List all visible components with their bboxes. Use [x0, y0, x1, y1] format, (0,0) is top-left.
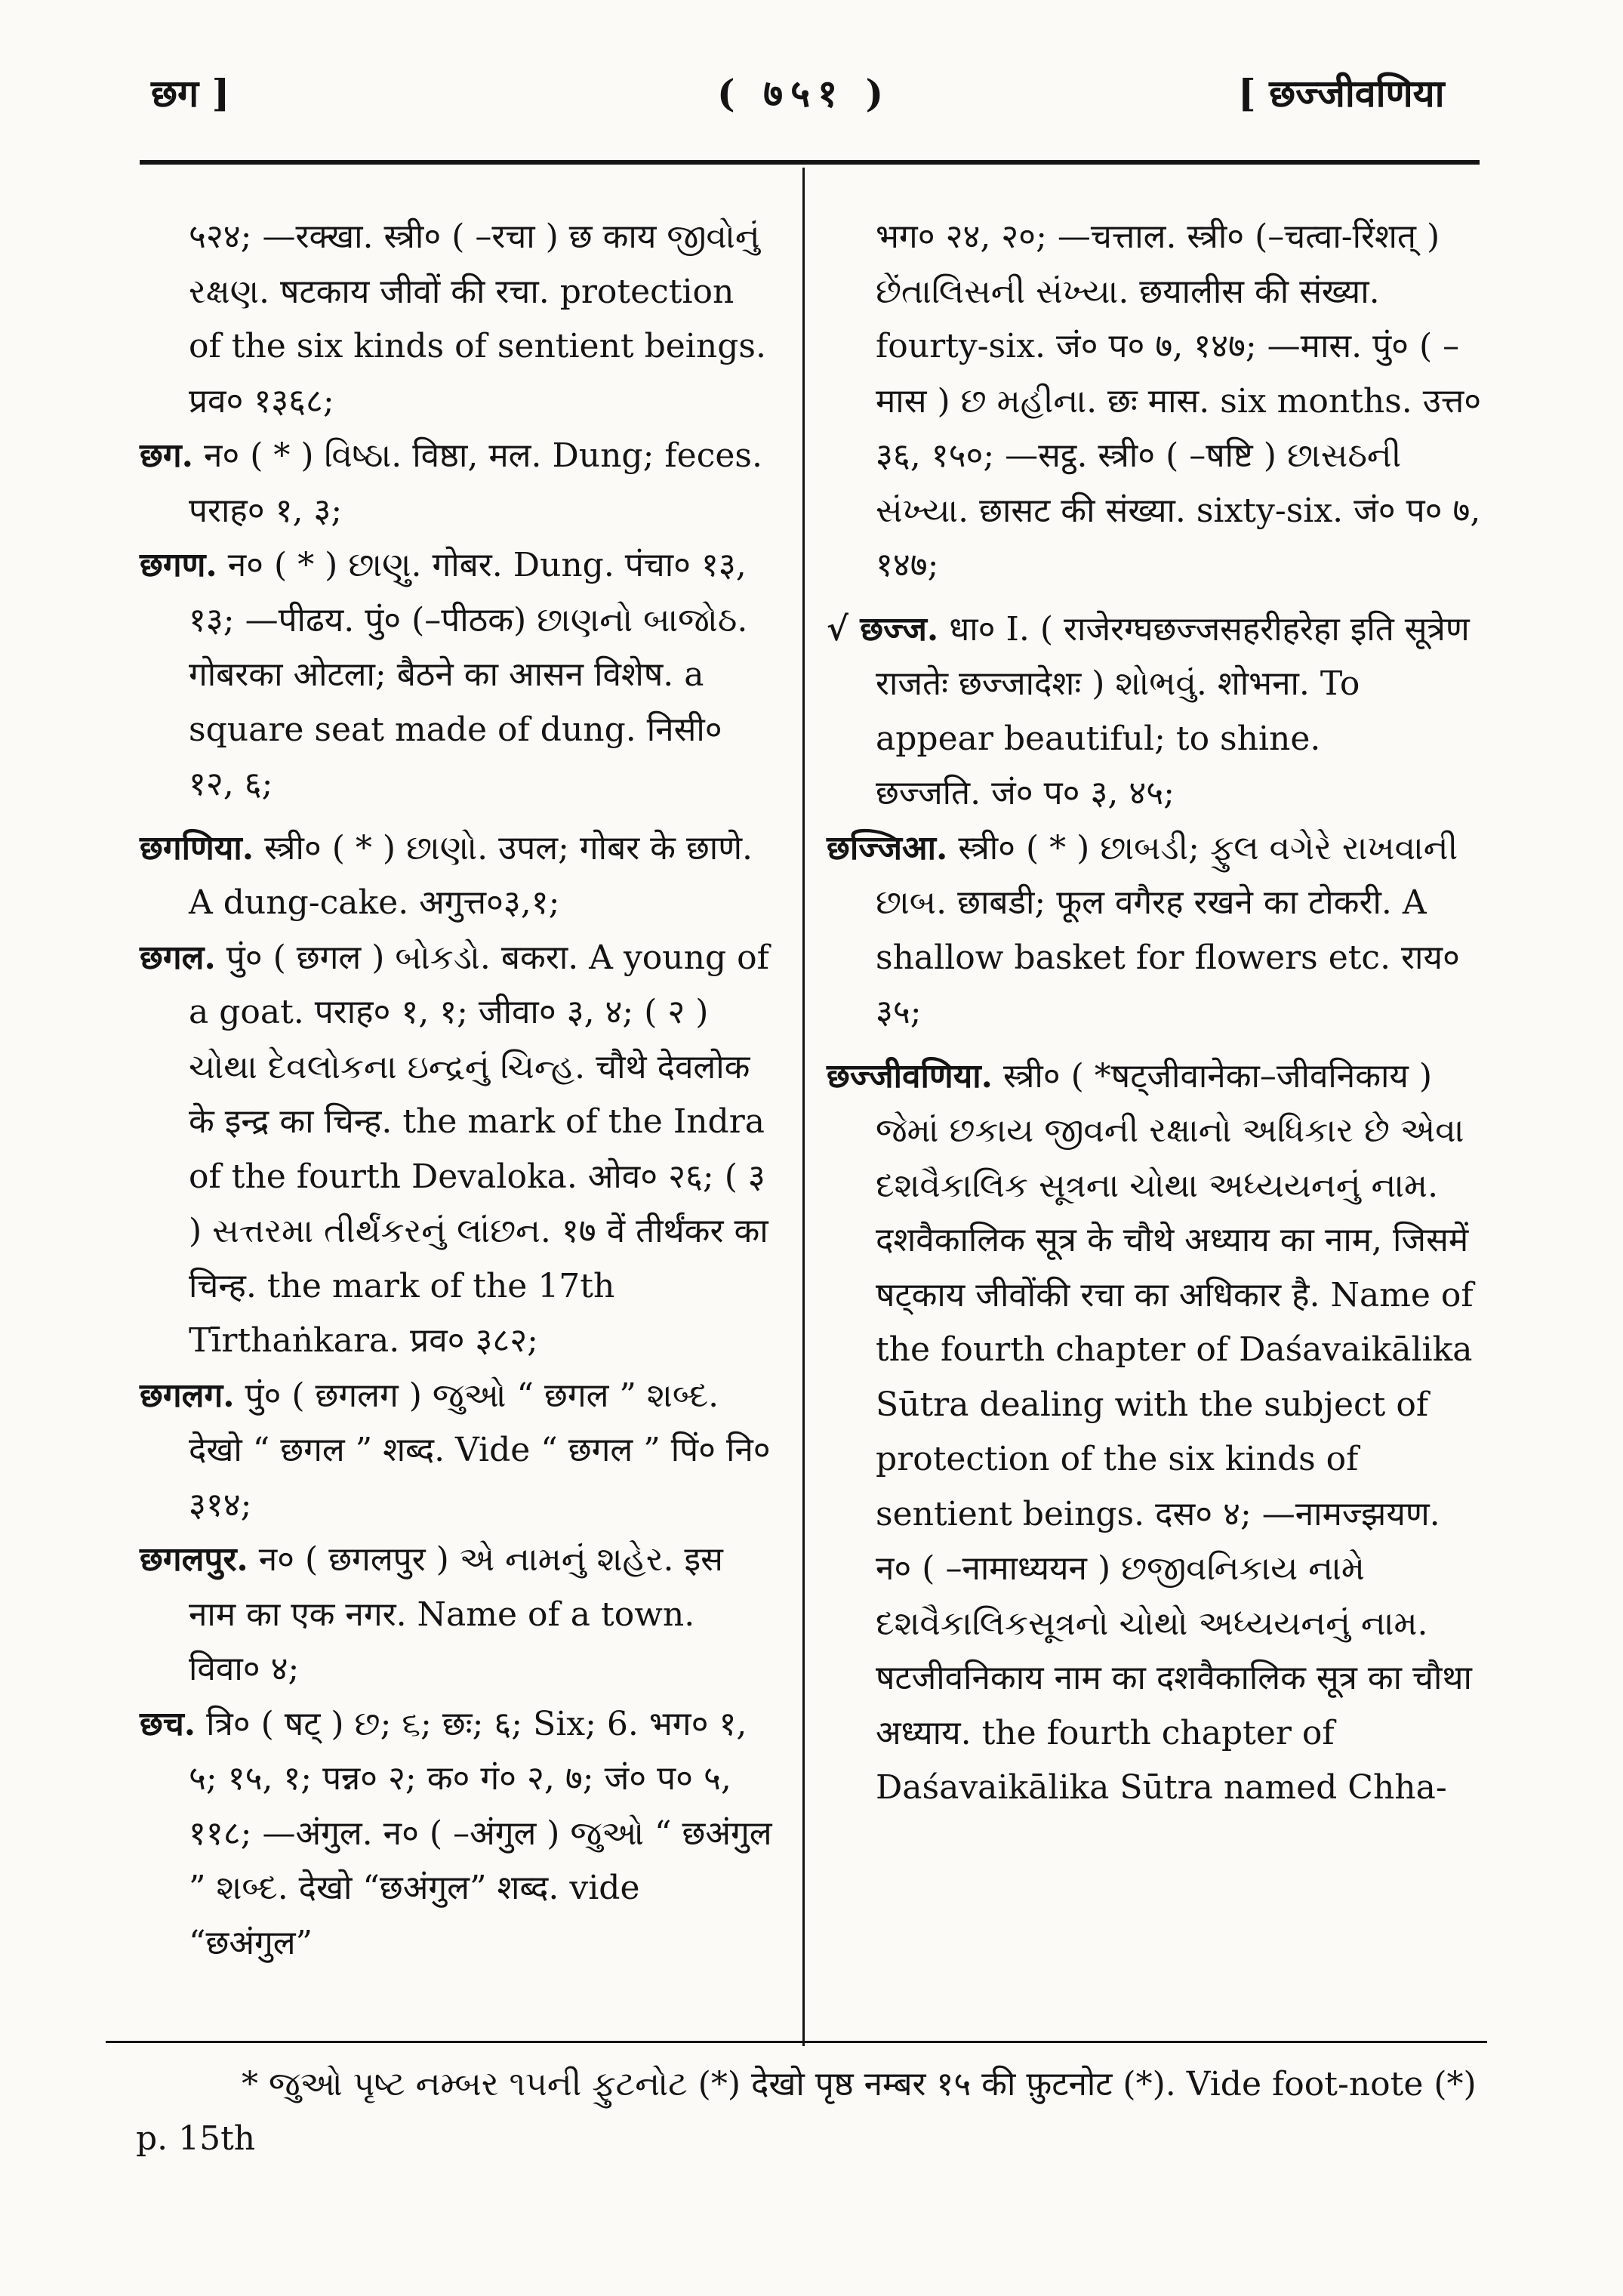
entry-headword: छगल.	[140, 938, 216, 977]
running-head-left: छग ]	[151, 71, 230, 116]
entry-text: न० ( छगलपुर ) એ નામનું શહેર. इस नाम का एक नगर. Name of a town. विवा० ४;	[189, 1540, 723, 1688]
entry-text: न० ( * ) છાણુ. गोबर. Dung. पंचा० १३, १३; —पीढय. पुं० (–पीठक) છાણનો બાજોઠ. गोबरका ओटला; बैठने का आसन विशेष. a square seat made of dung. निसी० १२, ६;	[189, 546, 748, 803]
entry-headword: छगण.	[140, 546, 217, 584]
entry-headword: छच.	[140, 1704, 196, 1743]
dictionary-entry	[140, 210, 774, 429]
dictionary-entry	[827, 766, 1483, 821]
right-column	[827, 210, 1483, 1816]
dictionary-entry	[140, 538, 774, 812]
header-rule	[140, 160, 1480, 165]
dictionary-entry	[827, 210, 1483, 593]
dictionary-entry	[140, 1697, 774, 1971]
dictionary-entry	[827, 603, 1483, 767]
running-head-right: [ छज्जीवणिया	[1238, 71, 1445, 116]
entry-text: न० ( * ) વિષ્ઠા. विष्ठा, मल. Dung; feces. पराह० १, ३;	[189, 436, 762, 530]
dictionary-entry	[827, 1049, 1483, 1816]
entry-headword: छगलपुर.	[140, 1540, 248, 1579]
entry-text: ५२४; —रक्खा. स्त्री० ( –रचा ) छ काय જીવોનું રક્ષણ. षटकाय जीवों की रचा. protection of the six kinds of sentient beings. प्रव० १३६८;	[189, 217, 766, 421]
dictionary-entry	[140, 931, 774, 1369]
dictionary-entry	[827, 821, 1483, 1040]
footnote-rule	[106, 2041, 1487, 2043]
entry-text: स्त्री० ( * ) છાણો. उपल; गोबर के छाणे. A dung-cake. अगुत्त०३,१;	[189, 828, 753, 922]
column-divider	[802, 168, 805, 2046]
dictionary-entry	[140, 1369, 774, 1533]
entry-text: भग० २४, २०; —चत्ताल. स्त्री० (–चत्वा-रिंशत् ) છેંતાલિસની સંખ્યા. छयालीस की संख्या. fourty-six. जं० प० ७, १४७; —मास. पुं० ( –मास ) છ મહીના. छः मास. six months. उत्त० ३६, १५०; —सट्ठ. स्त्री० ( –षष्टि ) છાસઠની સંખ્યા. छासट की संख्या. sixty-six. जं० प० ७, १४७;	[876, 217, 1482, 584]
left-column	[140, 210, 774, 1971]
page-number: ( ७५१ )	[717, 71, 892, 116]
entry-text: धा० I. ( राजेरग्घछज्जसहरीहरेहा इति सूत्रेण राजतेः छज्जादेशः ) શોભવું. शोभना. To appear beautiful; to shine.	[876, 609, 1470, 758]
entry-headword: √ छज्ज.	[827, 609, 939, 649]
entry-headword: छज्जिआ.	[827, 828, 948, 868]
entry-headword: छगलग.	[140, 1376, 235, 1415]
footnote	[136, 2057, 1487, 2166]
dictionary-entry	[140, 429, 774, 538]
dictionary-entry	[140, 1533, 774, 1697]
entry-text: त्रि० ( षट् ) છ; ૬; छः; ६; Six; 6. भग० १, ५; १५, १; पन्न० २; क० गं० २, ७; जं० प० ५, ११८; —अंगुल. न० ( –अंगुल ) જુઓ “ छअंगुल ” શબ્દ. देखो “छअंगुल” शब्द. vide “छअंगुल”	[189, 1704, 772, 1962]
entry-headword: छगणिया.	[140, 828, 254, 868]
entry-text: पुं० ( छगलग ) જુઓ “ छगल ” શબ્દ. देखो “ छगल ” शब्द. Vide “ छगल ” पिं० नि० ३१४;	[189, 1376, 771, 1524]
entry-text: पुं० ( छगल ) બોકડો. बकरा. A young of a goat. पराह० १, १; जीवा० ३, ४; ( २ ) ચોથા દેવલોકના ઇન્દ્રનું ચિન્હ. चौथे देवलोक के इन्द्र का चिन्ह. the mark of the Indra of the fourth Devaloka. ओव० २६; ( ३ ) સત્તરમા તીર્થંકરનું લાંછન. १७ वें तीर्थंकर का चिन्ह. the mark of the 17th Tīrthaṅkara. प्रव० ३८२;	[189, 938, 769, 1360]
entry-headword: छज्जीवणिया.	[827, 1056, 993, 1096]
dictionary-entry	[140, 821, 774, 931]
entry-text: स्त्री० ( * ) છાબડી; ફુલ વગેરે રાખવાની છાબ. छाबडी; फूल वगैरह रखने का टोकरी. A shallow basket for flowers etc. राय० ३५;	[876, 828, 1460, 1031]
entry-text: छज्जति. जं० प० ३, ४५;	[876, 774, 1175, 812]
entry-text: स्त्री० ( *षट्जीवानेका–जीवनिकाय ) જેમાં છકાય જીવની રક્ષાનો અધિકાર છે એવા દશવૈકાલિક સૂત્રના ચોથા અધ્યયનનું નામ. दशवैकालिक सूत्र के चौथे अध्याय का नाम, जिसमें षट्काय जीवोंकी रचा का अधिकार है. Name of the fourth chapter of Daśavaikālika Sūtra dealing with the subject of protection of the six kinds of sentient beings. दस० ४; —नामज्झयण. न० ( –नामाध्ययन ) છજીવનિકાય નામે દશવૈકાલિકસૂત્રનો ચોથો અધ્યયનનું નામ. षटजीवनिकाय नाम का दशवैकालिक सूत्र का चौथा अध्याय. the fourth chapter of Daśavaikālika Sūtra named Chha-	[876, 1056, 1474, 1807]
entry-headword: छग.	[140, 436, 193, 475]
footnote-text: * જુઓ પૃષ્ટ નમ્બર ૧૫ની ફુટનોટ (*) देखो पृष्ठ नम्बर १५ की फ़ुटनोट (*). Vide foot-note (*) p. 15th	[136, 2065, 1477, 2158]
